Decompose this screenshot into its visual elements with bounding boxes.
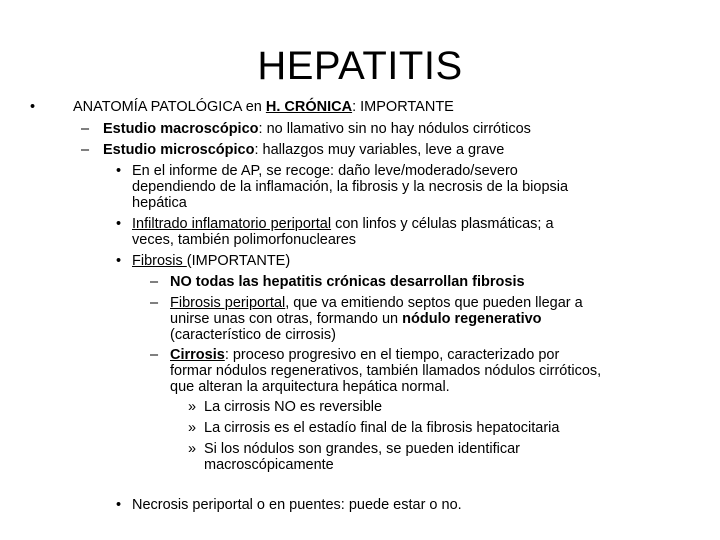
text: : proceso progresivo en el tiempo, caracterizado por (224, 347, 560, 363)
text-emphasis: Cirrosis (170, 347, 225, 363)
text-emphasis: Estudio microscópico (103, 142, 255, 158)
text-emphasis: nódulo regenerativo (402, 311, 542, 327)
item-cirrosis-line3: que alteran la arquitectura hepática normal. (170, 379, 450, 395)
item-estudio-microscopico (103, 142, 504, 159)
item-anatomia-patologica (73, 99, 454, 116)
text: (IMPORTANTE) (186, 253, 291, 269)
item-infiltrado-line1 (132, 216, 554, 233)
text: ANATOMÍA PATOLÓGICA en (73, 99, 266, 115)
raquo-marker: » (188, 420, 197, 436)
item-fibrosis-periportal-line3: (característico de cirrosis) (170, 327, 336, 343)
item-nodulos-grandes-line2: macroscópicamente (204, 457, 334, 473)
item-informe-ap-line1: En el informe de AP, se recoge: daño leve/moderado/severo (132, 163, 518, 179)
text-underline: Infiltrado inflamatorio periportal (132, 216, 332, 232)
item-fibrosis-periportal-line2 (170, 311, 542, 328)
text-emphasis: Estudio macroscópico (103, 121, 259, 137)
dash-marker: – (81, 121, 90, 137)
text: : no llamativo sin no hay nódulos cirróticos (258, 121, 531, 137)
text-underline: Fibrosis (132, 253, 187, 269)
text: unirse unas con otras, formando un (170, 311, 403, 327)
text: con linfos y células plasmáticas; a (331, 216, 554, 232)
item-cirrosis-line1 (170, 347, 559, 364)
item-no-todas: NO todas las hepatitis crónicas desarrollan fibrosis (170, 274, 525, 290)
item-fibrosis (132, 253, 290, 270)
text: , que va emitiendo septos que pueden llegar a (285, 295, 583, 311)
dash-marker: – (150, 295, 159, 311)
item-no-reversible: La cirrosis NO es reversible (204, 399, 383, 415)
item-informe-ap-line3: hepática (132, 195, 187, 211)
item-cirrosis-line2: formar nódulos regenerativos, también llamados nódulos cirróticos, (170, 363, 602, 379)
item-nodulos-grandes-line1: Si los nódulos son grandes, se pueden identificar (204, 441, 520, 457)
item-estudio-macroscopico (103, 121, 531, 138)
bullet-dot: • (116, 253, 122, 269)
item-infiltrado-line2: veces, también polimorfonucleares (132, 232, 357, 248)
slide-title: HEPATITIS (257, 44, 463, 88)
bullet-dot: • (30, 99, 36, 115)
text: : hallazgos muy variables, leve a grave (254, 142, 505, 158)
text-emphasis: H. CRÓNICA (265, 99, 353, 115)
bullet-dot: • (116, 497, 122, 513)
text-underline: Fibrosis periportal (170, 295, 286, 311)
raquo-marker: » (188, 441, 197, 457)
dash-marker: – (150, 347, 159, 363)
bullet-dot: • (116, 216, 122, 232)
dash-marker: – (81, 142, 90, 158)
item-necrosis-periportal: Necrosis periportal o en puentes: puede estar o no. (132, 497, 462, 513)
text: : IMPORTANTE (352, 99, 454, 115)
dash-marker: – (150, 274, 159, 290)
item-estadio-final: La cirrosis es el estadío final de la fibrosis hepatocitaria (204, 420, 560, 436)
bullet-dot: • (116, 163, 122, 179)
raquo-marker: » (188, 399, 197, 415)
item-fibrosis-periportal-line1 (170, 295, 583, 312)
item-informe-ap-line2: dependiendo de la inflamación, la fibrosis y la necrosis de la biopsia (132, 179, 569, 195)
